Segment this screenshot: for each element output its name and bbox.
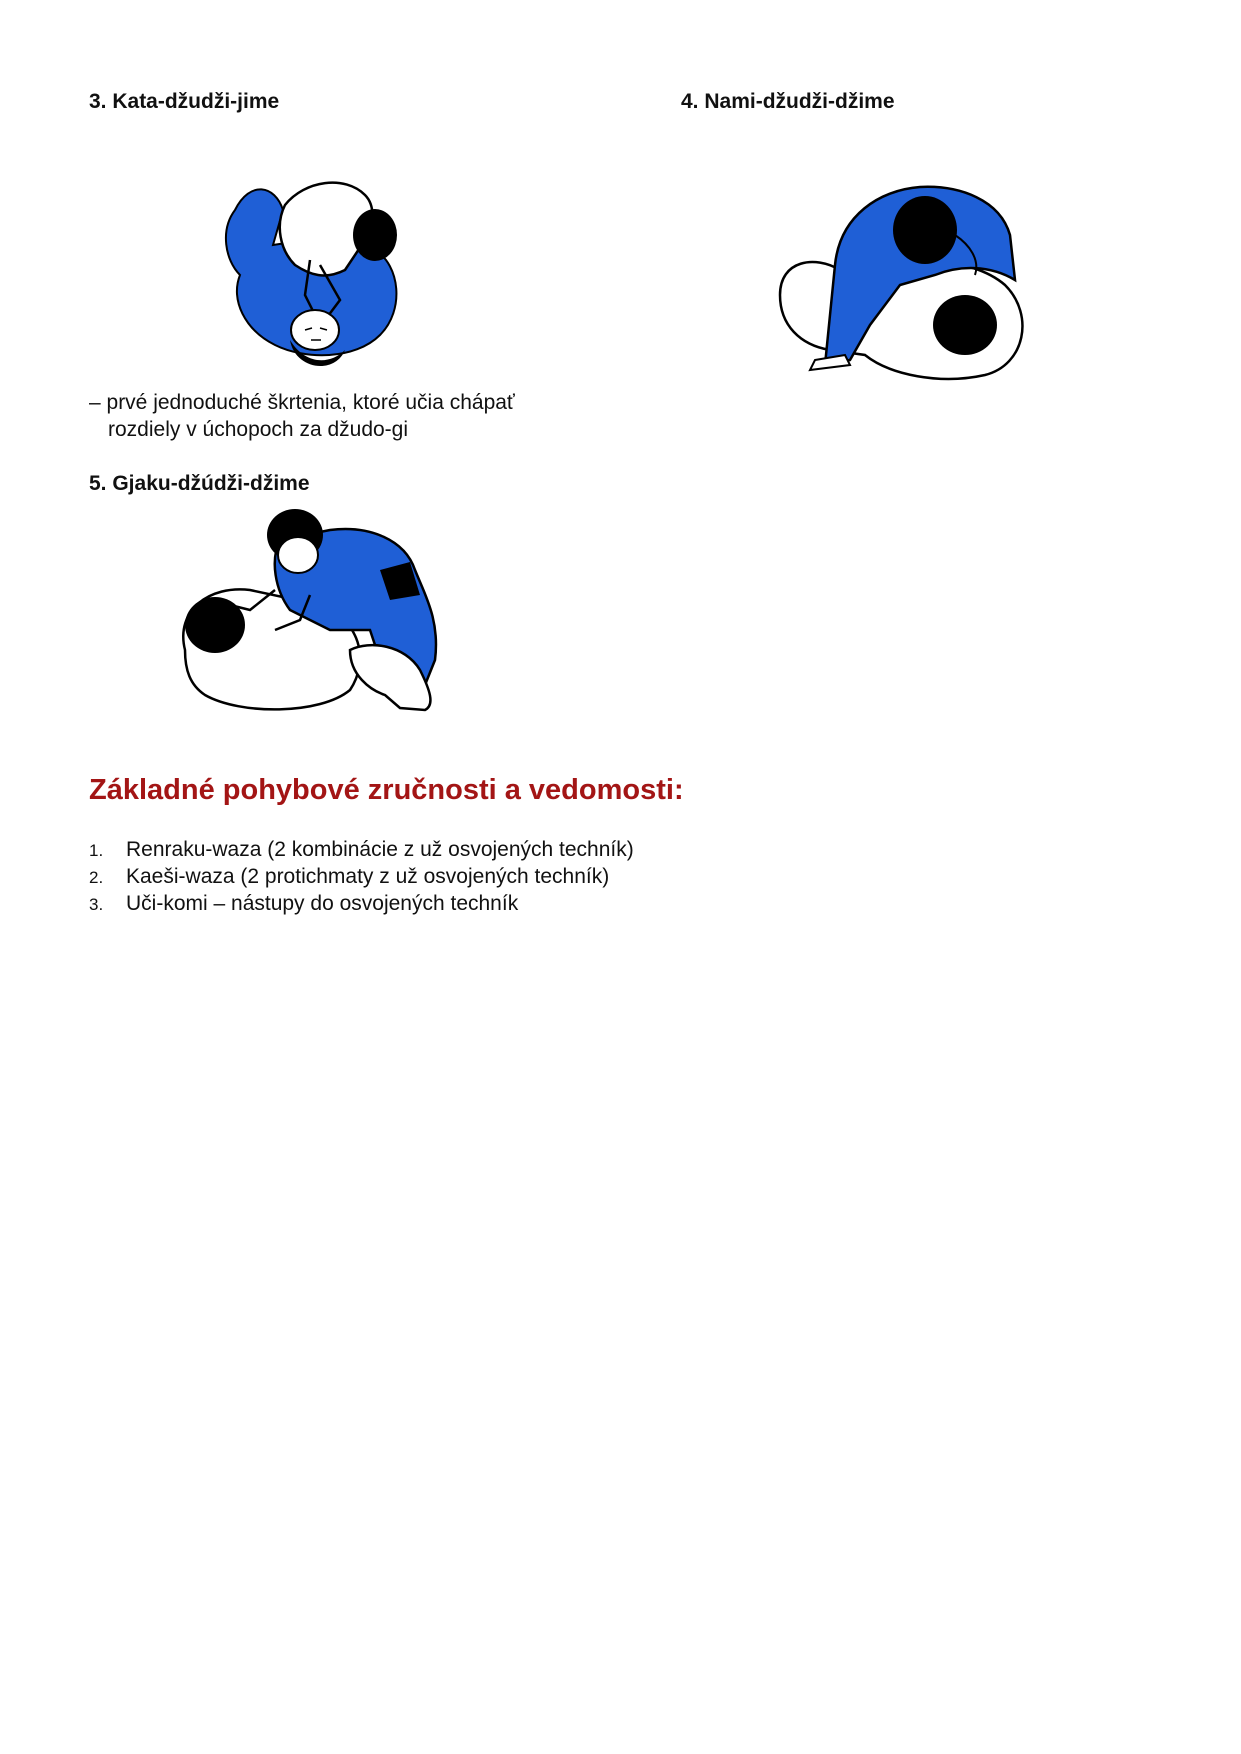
section-title-gjaku: 5. Gjaku-džúdži-džime <box>89 472 310 495</box>
list-item <box>89 836 989 863</box>
kata-description-line-2: rozdiely v úchopoch za džudo-gi <box>108 418 409 441</box>
skills-heading: Základné pohybové zručnosti a vedomosti: <box>89 774 684 806</box>
section-title-kata: 3. Kata-džudži-jime <box>89 90 280 113</box>
kata-description-line-1: – prvé jednoduché škrtenia, ktoré učia chápať <box>89 391 515 414</box>
list-item-number: 1. <box>89 841 104 860</box>
list-item <box>89 863 989 890</box>
nami-juji-jime-illustration <box>770 175 1035 385</box>
list-item-number: 2. <box>89 868 104 887</box>
gjaku-juji-jime-illustration <box>170 500 465 715</box>
kata-juji-jime-illustration <box>215 170 415 385</box>
list-item-text: Renraku-waza (2 kombinácie z už osvojených techník) <box>126 838 634 861</box>
skills-list <box>89 836 989 917</box>
list-item <box>89 890 989 917</box>
list-item-number: 3. <box>89 895 104 914</box>
list-item-text: Kaeši-waza (2 protichmaty z už osvojených techník) <box>126 865 610 888</box>
list-item-text: Uči-komi – nástupy do osvojených techník <box>126 892 519 915</box>
section-title-nami: 4. Nami-džudži-džime <box>681 90 895 113</box>
